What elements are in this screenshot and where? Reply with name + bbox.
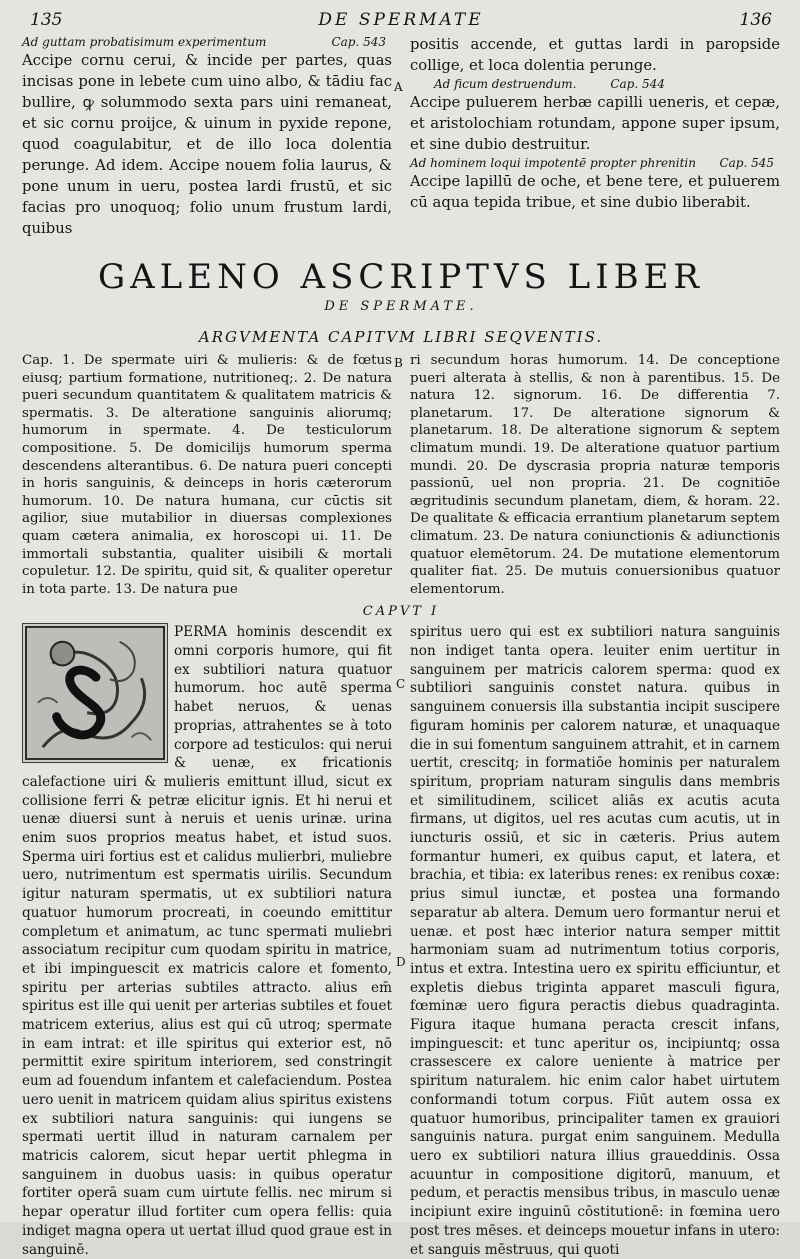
chapter-heading: CAPVT I [362, 604, 440, 620]
rubric-cap-number: Cap. 545 [719, 156, 774, 170]
page-number-left: 135 [30, 10, 63, 30]
decorated-initial-s [22, 623, 168, 763]
rubric-text: Ad guttam probatisimum experimentum [22, 35, 267, 49]
argument-left-text: Cap. 1. De spermate uiri & mulieris: & de fœtus eiusq; partium formatione, nutritioneq;. 2. De natura pueri secundum quantitatem & qualitatem matricis & spermatis. 3. De alteratione sanguinis aliorumq; humorum in spermate. 4. De testiculorum compositione. 5. De domicilijs humorum sperma descendens alterantibus. 6. De natura pueri concepti in horis sanguinis, & deinceps in horis cæterorum humorum. 10. De natura humana, cur cūctis sit agilior, siue mutabilior in diuersas complexiones quam cætera animalia, ex horoscopi ui. 11. De immortali substantia, qualiter uisibili & mortali copuletur. 12. De spiritu, quid sit, & qualiter operetur in tota parte. 13. De natura pue [22, 353, 392, 597]
rubric-cap-543 [22, 34, 392, 50]
page-header [22, 10, 780, 34]
top-left-column [22, 34, 392, 239]
body-columns [22, 623, 780, 1259]
argument-right-text: ri secundum horas humorum. 14. De conceptione pueri alterata à stellis, & non à parentibus. 15. De natura 12. signorum. 16. De differentia 7. planetarum. 17. De alteratione signorum & planetarum. 18. De alteratione signorum & septem climatum mundi. 19. De alteratione quatuor partium mundi. 20. De dyscrasia propria naturæ temporis passionū, uel non propria. 21. De cognitiōe ægritudinis secundum planetam, diem, & horam. 22. De qualitate & efficacia errantium planetarum septem climatum. 23. De natura coniunctionis & adiunctionis quatuor elemētorum. 24. De mutatione elementorum qualiter fiat. 25. De mutuis conuersionibus quatuor elementorum. [410, 353, 780, 597]
rubric-cap-number: Cap. 543 [331, 35, 386, 49]
rubric-text: Ad hominem loqui impotentē propter phrenitin [410, 156, 696, 170]
top-right-column [410, 34, 780, 239]
book-subtitle: DE SPERMATE. [324, 299, 478, 314]
argument-columns [22, 352, 780, 598]
top-right-text-1: positis accende, et guttas lardi in paropside collige, et loca dolentia perunge. [410, 36, 780, 74]
rubric-cap-number: Cap. 544 [610, 77, 665, 91]
top-right-text-3: Accipe lapillū de oche, et bene tere, et puluerem cū aqua tepida tribue, et sine dubio liberabit. [410, 173, 780, 211]
rubric-cap-544 [410, 76, 780, 92]
running-title: DE SPERMATE [318, 10, 484, 30]
rubric-cap-545 [410, 155, 780, 171]
top-left-text: Accipe cornu cerui, & incide per partes, quas incisas pone in lebete cum uino albo, & tādiu fac bullire, ꝙ solummodo sexta pars uini remaneat, et sic cornu proijce, & uinum in pyxide repone, quod coagulabitur, et de illo loca dolentia perunge. Ad idem. Accipe nouem folia laurus, & pone unum in ueru, postea lardi frustū, et sic facias pro unoquoq; folio unum frustum lardi, quibus [22, 52, 392, 237]
chapter-text-left: PERMA hominis descendit ex omni corporis humore, qui fit ex subtiliori natura quatuor humorum. hoc autē sperma habet neruos, & uenas proprias, attrahentes se à toto corpore ad testiculos: qui nerui & uenæ, ex fricationis calefactione uiri & mulieris emittunt illud, sicut ex collisione ferri & petræ elicitur ignis. Et hi nerui et uenæ diuersi sunt à neruis et uenis urinæ. urina enim suos proprios meatus habet, et istud suos. Sperma uiri fortius est et calidus mulierbri, muliebre uero, nutrimentum est spermatis uirilis. Secundum igitur naturam spermatis, ut ex subtiliori natura quatuor humorum procreati, in coeundo emittitur completum et animatum, ac tunc spermati muliebri associatum recipitur cum quodam spiritu in matrice, et ibi impinguescit ex matricis calore et fomento, spiritu per arterias subtiles attracto. alius em̄ spiritus est ille qui uenit per arterias subtiles et fouet matricem exterius, alius est qui cū utroq; spermate in eam intrat: et ille spiritus qui exterior est, nō permittit exire spiritum interiorem, sed constringit eum ad fouendum infantem et calefaciendum. Postea uero uenit in matricem quidam alius spiritus existens ex subtiliori natura sanguinis: qui iungens se spermati uertit illud in naturam carnalem per matricis calorem, sicut hepar uertit phlegma in sanguinem in duobus uasis: in quibus operatur fortiter operā suam cum uirtute fellis. nec mirum si hepar operatur illud fortiter cum opera fellis: quia indiget magna opera ut uertat illud quod graue est in sanguinē. [22, 624, 392, 1258]
margin-letter-b: B [394, 356, 403, 370]
body-right-column [410, 623, 780, 1259]
argument-left-column [22, 352, 392, 598]
margin-letter-c: C [396, 677, 406, 692]
woodcut-initial-icon [23, 624, 167, 762]
top-columns [22, 34, 780, 239]
argument-heading: ARGVMENTA CAPITVM LIBRI SEQVENTIS. [198, 328, 604, 346]
chapter-text-right: spiritus uero qui est ex subtiliori natura sanguinis non indiget tanta opera. leuiter enim uertitur in sanguinem per matricis calorem sperma: quod ex subtiliori sanguinis constet natura. quibus in sanguinem conuersis illa substantia incipit suscipere figuram hominis per calorem naturæ, et unaquaque die in sui fomentum sanguinem attrahit, et in carnem uertit, crescitq; in formatiōe hominis per naturalem spiritum, propriam naturam singulis dans membris et similitudinem, scilicet aliās ex acutis acuta firmans, ut digitos, uel res acutas cum acutis, ut in iuncturis ossiū, et sic in cæteris. Prius autem formantur humeri, ex quibus caput, et latera, et brachia, et tibia: ex lateribus renes: ex renibus coxæ: prius simul iunctæ, et postea una formando separatur ab altera. Demum uero formantur nerui et uenæ. et post hæc interior natura semper mittit harmoniam suam ad nutrimentum totius corporis, intus et extra. Intestina uero ex spiritu efficiuntur, et expletis diebus triginta apparet masculi figura, fœminæ uero figura peractis diebus quadraginta. Figura itaque humana peracta crescit infans, impinguescit: et tunc aperitur os, incipiuntq; ossa crassescere ex calore ueniente à matrice per spiritum naturalem. hic enim calor habet uirtutem conformandi totum corpus. Fiūt autem ossa ex quatuor humoribus, principaliter tamen ex grauiori sanguinis natura. purgat enim sanguinem. Medulla uero ex subtiliori natura illius graueddinis. Ossa acuuntur in compositione digitorū, manuum, et pedum, et peractis mensibus tribus, in masculo uenæ incipiunt exire inguinū cōstitutionē: in fœmina uero post tres mēses. et deinceps mouetur infans in utero: et sanguis mēstruus, qui quoti [410, 624, 780, 1258]
book-title: GALENO ASCRIPTVS LIBER [97, 257, 705, 297]
top-right-text-2: Accipe puluerem herbæ capilli ueneris, et cepæ, et aristolochiam rotundam, appone super ipsum, et sine dubio destruitur. [410, 94, 780, 153]
argument-right-column [410, 352, 780, 598]
rubric-text: Ad ficum destruendum. [434, 77, 577, 91]
margin-letter-a: A [394, 80, 403, 94]
body-left-column [22, 623, 392, 1259]
page-number-right: 136 [739, 10, 772, 30]
margin-letter-d: D [396, 955, 406, 970]
